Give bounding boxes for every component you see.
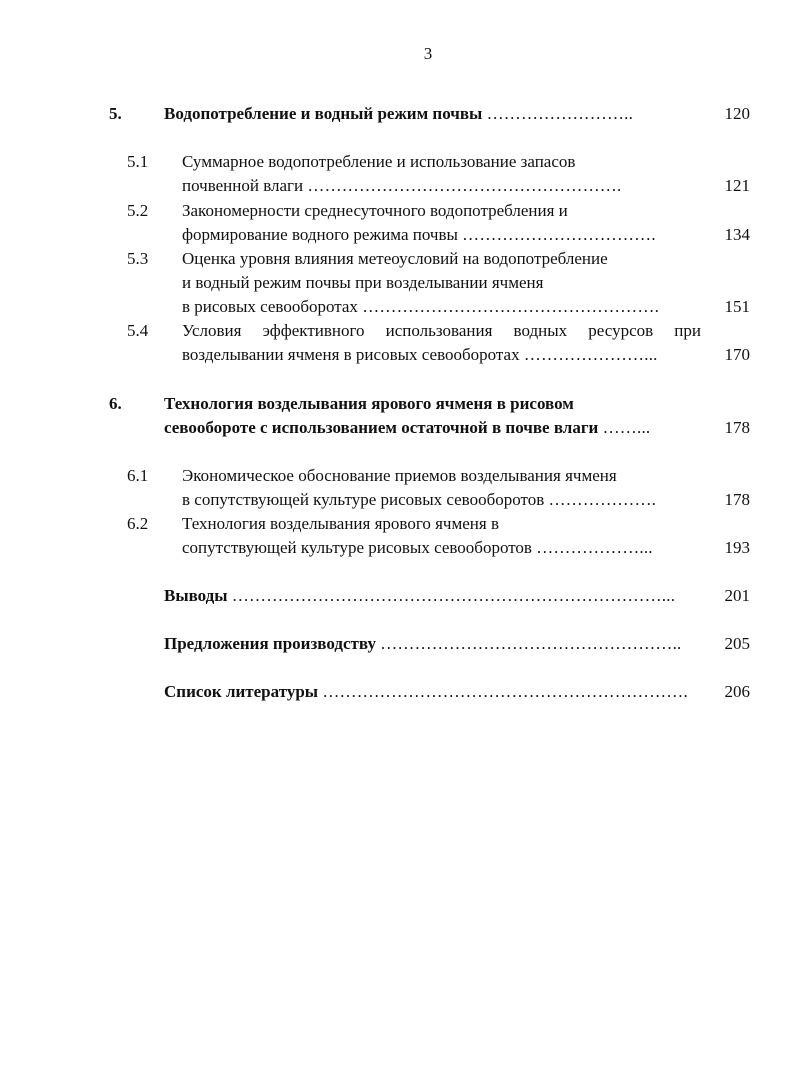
section-title-line-2 bbox=[182, 176, 621, 196]
section-page: 134 bbox=[724, 225, 750, 244]
section-number: 5.1 bbox=[127, 152, 149, 171]
page-number: 3 bbox=[423, 44, 433, 63]
chapter-title bbox=[164, 104, 633, 124]
section-title-text: формирование водного режима почвы bbox=[182, 225, 458, 244]
chapter-page: 120 bbox=[724, 104, 750, 123]
section-title-line-2: и водный режим почвы при возделывании ячменя bbox=[182, 273, 544, 292]
leader-dots: ………………………………………………………. bbox=[322, 682, 688, 701]
references-title-text: Список литературы bbox=[164, 682, 319, 701]
conclusions-title bbox=[164, 586, 675, 606]
leader-dots: …………………….. bbox=[486, 104, 634, 123]
section-page: 151 bbox=[724, 297, 750, 316]
section-page: 121 bbox=[724, 176, 750, 195]
chapter-number: 5. bbox=[109, 104, 122, 123]
section-title-text: почвенной влаги bbox=[182, 176, 304, 195]
section-page: 178 bbox=[724, 490, 750, 509]
section-title-line-1: Закономерности среднесуточного водопотребления и bbox=[182, 201, 568, 220]
section-title-line-2 bbox=[182, 345, 658, 365]
section-number: 5.2 bbox=[127, 201, 149, 220]
section-number: 6.2 bbox=[127, 514, 149, 533]
section-number: 5.4 bbox=[127, 321, 149, 340]
references-title bbox=[164, 682, 688, 702]
section-title-line-1: Экономическое обоснование приемов возделывания ячменя bbox=[182, 466, 617, 485]
leader-dots: ……………………………. bbox=[462, 225, 656, 244]
section-number: 6.1 bbox=[127, 466, 149, 485]
proposals-title bbox=[164, 634, 682, 654]
chapter-number: 6. bbox=[109, 394, 122, 413]
leader-dots: ……………………………………………. bbox=[362, 297, 660, 316]
leader-dots: …………………………………………………………………... bbox=[231, 586, 676, 605]
references-page: 206 bbox=[724, 682, 750, 701]
section-title-text: в сопутствующей культуре рисовых севооборотов bbox=[182, 490, 545, 509]
section-page: 193 bbox=[724, 538, 750, 557]
section-title-line-1: Условия эффективного использования водных ресурсов при bbox=[182, 321, 701, 340]
proposals-page: 205 bbox=[724, 634, 750, 653]
chapter-title-line-2 bbox=[164, 418, 650, 438]
conclusions-title-text: Выводы bbox=[164, 586, 228, 605]
section-title-line-1: Суммарное водопотребление и использование запасов bbox=[182, 152, 576, 171]
chapter-title-text: Водопотребление и водный режим почвы bbox=[164, 104, 483, 123]
section-title-text: в рисовых севооборотах bbox=[182, 297, 358, 316]
section-title-text: сопутствующей культуре рисовых севооборотов bbox=[182, 538, 532, 557]
chapter-title-text: севообороте с использованием остаточной в почве влаги bbox=[164, 418, 599, 437]
proposals-title-text: Предложения производству bbox=[164, 634, 376, 653]
section-title-line-1: Оценка уровня влияния метеоусловий на водопотребление bbox=[182, 249, 608, 268]
section-title-line-2 bbox=[182, 225, 656, 245]
section-title-line-2 bbox=[182, 538, 653, 558]
section-title-line-3 bbox=[182, 297, 659, 317]
leader-dots: …………………... bbox=[523, 345, 658, 364]
chapter-title-line-1: Технология возделывания ярового ячменя в рисовом bbox=[164, 394, 574, 413]
leader-dots: ……... bbox=[602, 418, 651, 437]
leader-dots: …………………………………………….. bbox=[380, 634, 682, 653]
section-number: 5.3 bbox=[127, 249, 149, 268]
section-title-line-1: Технология возделывания ярового ячменя в bbox=[182, 514, 499, 533]
section-title-line-2 bbox=[182, 490, 656, 510]
chapter-page: 178 bbox=[724, 418, 750, 437]
section-page: 170 bbox=[724, 345, 750, 364]
conclusions-page: 201 bbox=[724, 586, 750, 605]
leader-dots: ………………………………………………. bbox=[307, 176, 622, 195]
leader-dots: ………………. bbox=[548, 490, 657, 509]
section-title-text: возделывании ячменя в рисовых севооборотах bbox=[182, 345, 520, 364]
leader-dots: ………………... bbox=[536, 538, 653, 557]
